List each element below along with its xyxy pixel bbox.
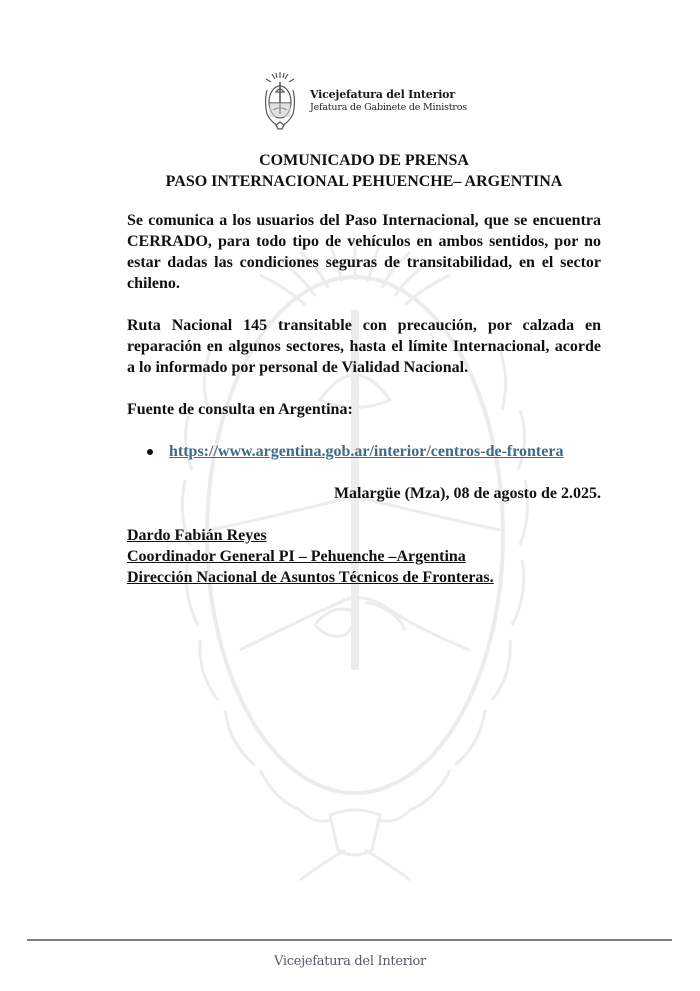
place-date: Malargüe (Mza), 08 de agosto de 2.025. bbox=[333, 485, 601, 502]
closure-paragraph: Se comunica a los usuarios del Paso Internacional, que se encuentra CERRADO, para todo tipo de vehículos en ambos sentidos, por no estar dadas las condiciones seguras de transitabilidad, en el sector chileno. bbox=[127, 212, 601, 292]
signature-block bbox=[127, 525, 601, 588]
agency-subtitle: Jefatura de Gabinete de Ministros bbox=[310, 102, 467, 113]
document-body bbox=[127, 150, 601, 588]
letterhead bbox=[258, 70, 467, 132]
route-paragraph: Ruta Nacional 145 transitable con precaución, por calzada en reparación en algunos sectores, hasta el límite Internacional, acorde a lo informado por personal de Vialidad Nacional. bbox=[127, 317, 601, 376]
footer-divider bbox=[27, 939, 672, 941]
document-subtitle: PASO INTERNACIONAL PEHUENCHE– ARGENTINA bbox=[165, 173, 563, 190]
signer-office: Dirección Nacional de Asuntos Técnicos de Fronteras. bbox=[127, 569, 494, 586]
signer-role: Coordinador General PI – Pehuenche –Argentina bbox=[127, 548, 466, 565]
coat-of-arms-icon bbox=[258, 70, 302, 132]
signer-name: Dardo Fabián Reyes bbox=[127, 527, 267, 544]
agency-title: Vicejefatura del Interior bbox=[310, 88, 455, 101]
source-link[interactable]: https://www.argentina.gob.ar/interior/centros-de-frontera bbox=[169, 443, 564, 460]
source-label: Fuente de consulta en Argentina: bbox=[127, 401, 353, 418]
bullet-icon bbox=[147, 449, 153, 455]
source-list-item bbox=[127, 441, 601, 462]
document-title: COMUNICADO DE PRENSA bbox=[259, 152, 469, 169]
footer-text: Vicejefatura del Interior bbox=[274, 954, 426, 969]
